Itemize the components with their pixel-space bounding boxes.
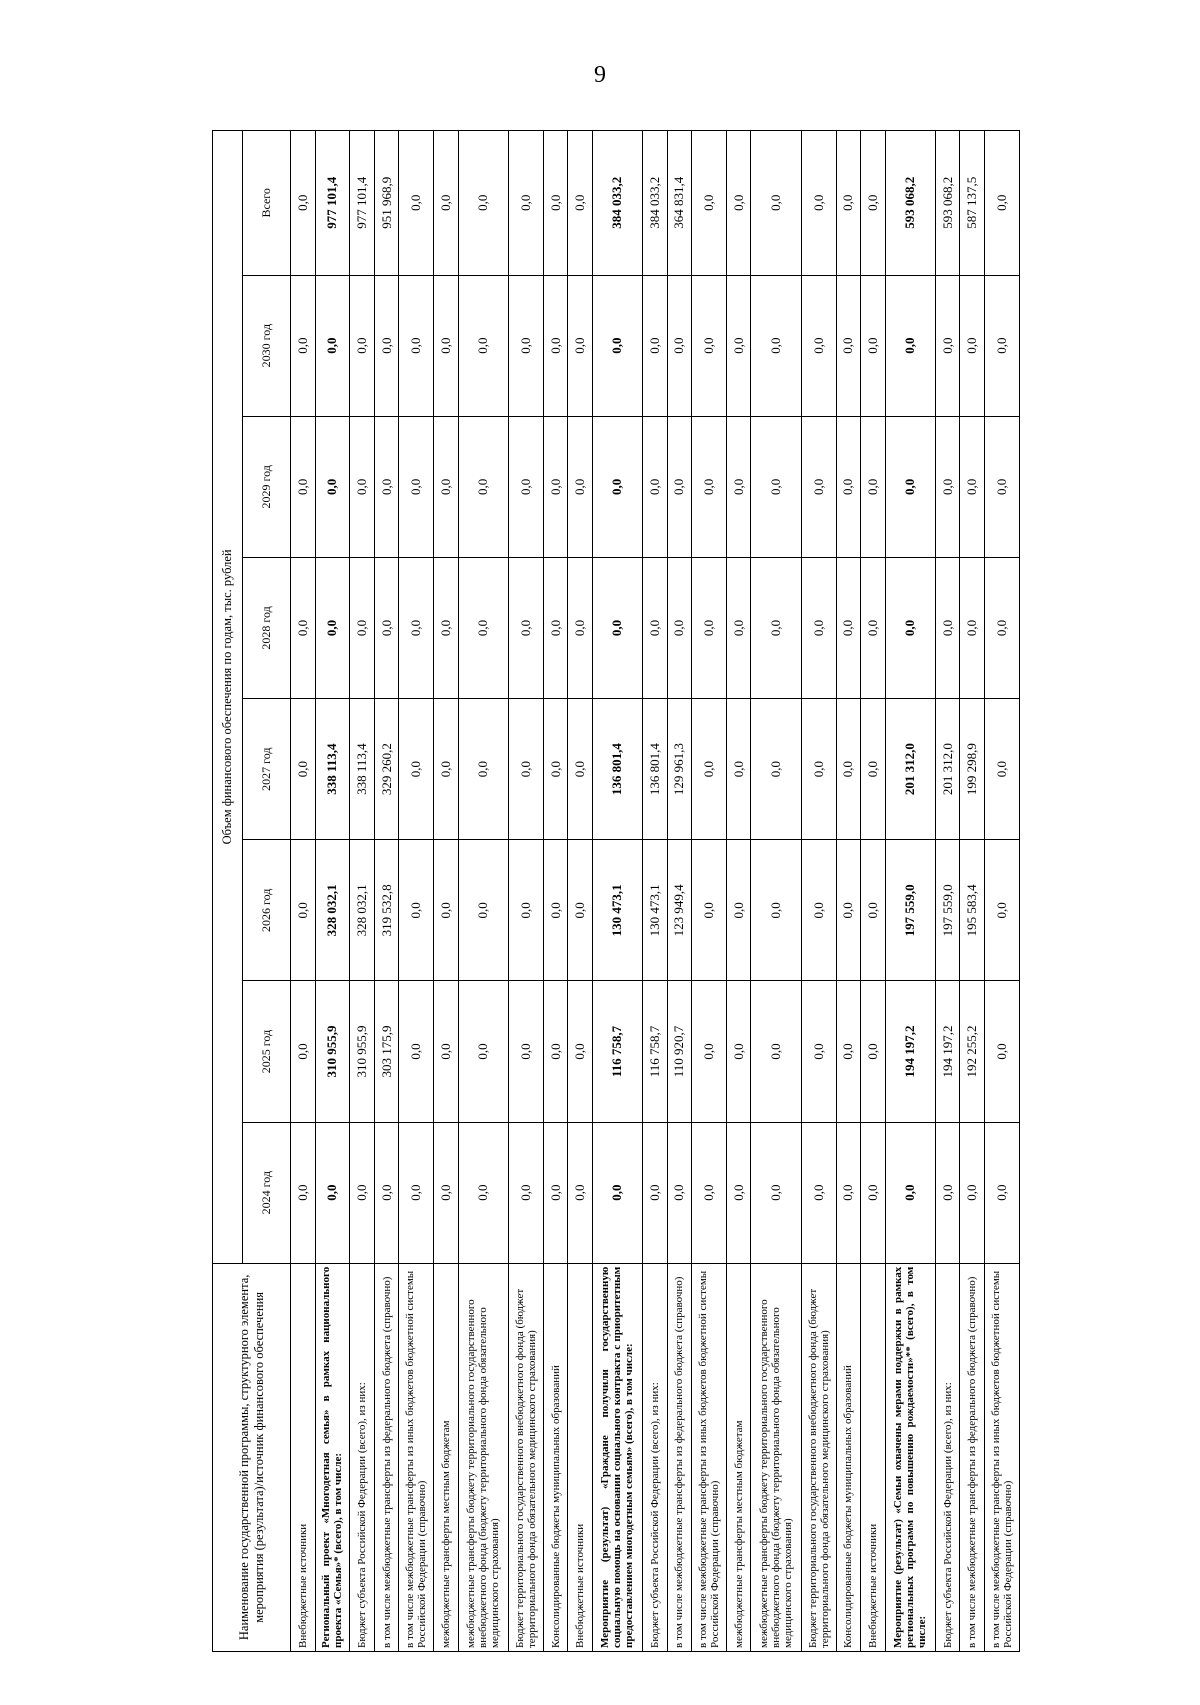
- value-cell: 0,0: [434, 840, 459, 981]
- value-cell: 338 113,4: [350, 699, 375, 840]
- value-cell: 0,0: [726, 557, 751, 698]
- value-cell: 0,0: [726, 275, 751, 416]
- value-cell: 0,0: [984, 981, 1019, 1122]
- value-cell: 0,0: [458, 557, 508, 698]
- value-cell: 197 559,0: [885, 840, 935, 981]
- column-header-year: 2029 год: [243, 416, 291, 557]
- value-cell: 0,0: [801, 416, 836, 557]
- value-cell: 0,0: [434, 1122, 459, 1263]
- value-cell: 0,0: [984, 131, 1019, 276]
- value-cell: 0,0: [568, 131, 593, 276]
- value-cell: 0,0: [692, 416, 727, 557]
- value-cell: 0,0: [434, 131, 459, 276]
- row-name-cell: в том числе межбюджетные трансферты из иных бюджетов бюджетной системы Российской Федерации (справочно): [984, 1263, 1019, 1651]
- value-cell: 194 197,2: [885, 981, 935, 1122]
- value-cell: 136 801,4: [643, 699, 668, 840]
- value-cell: 0,0: [836, 416, 861, 557]
- value-cell: 951 968,9: [374, 131, 399, 276]
- row-name-cell: Мероприятие (результат) «Семьи охвачены мерами поддержки в рамках региональных программ по повышению рождаемости»** (всего), в том числе:: [885, 1263, 935, 1651]
- value-cell: 0,0: [984, 699, 1019, 840]
- value-cell: 0,0: [592, 275, 642, 416]
- row-name-cell: Консолидированные бюджеты муниципальных образований: [836, 1263, 861, 1651]
- page-number: 9: [594, 62, 606, 88]
- value-cell: 0,0: [568, 840, 593, 981]
- value-cell: 0,0: [861, 275, 886, 416]
- value-cell: 0,0: [751, 275, 801, 416]
- value-cell: 0,0: [751, 557, 801, 698]
- value-cell: 0,0: [751, 840, 801, 981]
- row-name-cell: Бюджет территориального государственного внебюджетного фонда (бюджет территориального фонда обязательного медицинского страхования): [801, 1263, 836, 1651]
- row-name-cell: межбюджетные трансферты местным бюджетам: [726, 1263, 751, 1651]
- table-row: [861, 131, 886, 1652]
- row-name-cell: межбюджетные трансферты местным бюджетам: [434, 1263, 459, 1651]
- value-cell: 0,0: [291, 275, 316, 416]
- table-row: [801, 131, 836, 1652]
- column-header-year: 2026 год: [243, 840, 291, 981]
- value-cell: 587 137,5: [960, 131, 985, 276]
- value-cell: 0,0: [508, 275, 543, 416]
- value-cell: 0,0: [291, 131, 316, 276]
- value-cell: 0,0: [399, 416, 434, 557]
- value-cell: 0,0: [726, 981, 751, 1122]
- value-cell: 0,0: [692, 840, 727, 981]
- value-cell: 0,0: [399, 981, 434, 1122]
- table-row: [984, 131, 1019, 1652]
- value-cell: 0,0: [434, 416, 459, 557]
- value-cell: 0,0: [801, 131, 836, 276]
- value-cell: 0,0: [434, 981, 459, 1122]
- value-cell: 123 949,4: [667, 840, 692, 981]
- table-row: [667, 131, 692, 1652]
- table-row: [960, 131, 985, 1652]
- value-cell: 0,0: [592, 1122, 642, 1263]
- value-cell: 201 312,0: [935, 699, 960, 840]
- value-cell: 0,0: [960, 275, 985, 416]
- table-row: [726, 131, 751, 1652]
- value-cell: 0,0: [751, 981, 801, 1122]
- value-cell: 0,0: [350, 416, 375, 557]
- value-cell: 0,0: [960, 1122, 985, 1263]
- value-cell: 0,0: [350, 275, 375, 416]
- value-cell: 0,0: [667, 275, 692, 416]
- value-cell: 0,0: [399, 840, 434, 981]
- value-cell: 0,0: [434, 699, 459, 840]
- row-name-cell: в том числе межбюджетные трансферты из федерального бюджета (справочно): [374, 1263, 399, 1651]
- value-cell: 0,0: [568, 416, 593, 557]
- value-cell: 0,0: [508, 416, 543, 557]
- value-cell: 129 961,3: [667, 699, 692, 840]
- value-cell: 0,0: [508, 981, 543, 1122]
- value-cell: 0,0: [836, 131, 861, 276]
- value-cell: 0,0: [291, 981, 316, 1122]
- table-row: [434, 131, 459, 1652]
- column-header-year: 2028 год: [243, 557, 291, 698]
- value-cell: 0,0: [399, 557, 434, 698]
- value-cell: 192 255,2: [960, 981, 985, 1122]
- value-cell: 0,0: [935, 557, 960, 698]
- value-cell: 0,0: [458, 275, 508, 416]
- value-cell: 0,0: [935, 1122, 960, 1263]
- value-cell: 0,0: [374, 416, 399, 557]
- value-cell: 0,0: [568, 1122, 593, 1263]
- value-cell: 0,0: [568, 557, 593, 698]
- value-cell: 319 532,8: [374, 840, 399, 981]
- value-cell: 977 101,4: [315, 131, 350, 276]
- column-header-name: Наименование государственной программы, структурного элемента, мероприятия (результата)/источник финансового обеспечения: [213, 1263, 291, 1651]
- value-cell: 0,0: [861, 131, 886, 276]
- value-cell: 0,0: [984, 275, 1019, 416]
- value-cell: 0,0: [861, 1122, 886, 1263]
- value-cell: 0,0: [291, 840, 316, 981]
- value-cell: 0,0: [885, 416, 935, 557]
- table-row: [836, 131, 861, 1652]
- column-header-year: 2030 год: [243, 275, 291, 416]
- value-cell: 0,0: [568, 981, 593, 1122]
- value-cell: 310 955,9: [350, 981, 375, 1122]
- column-header-group: Объем финансового обеспечения по годам, тыс. рублей: [213, 131, 243, 1264]
- value-cell: 0,0: [315, 275, 350, 416]
- value-cell: 0,0: [960, 416, 985, 557]
- value-cell: 116 758,7: [592, 981, 642, 1122]
- value-cell: 0,0: [861, 840, 886, 981]
- value-cell: 0,0: [543, 1122, 568, 1263]
- value-cell: 0,0: [836, 981, 861, 1122]
- value-cell: 0,0: [399, 275, 434, 416]
- value-cell: 0,0: [692, 275, 727, 416]
- value-cell: 0,0: [861, 416, 886, 557]
- value-cell: 136 801,4: [592, 699, 642, 840]
- value-cell: 0,0: [861, 699, 886, 840]
- column-header-total: Всего: [243, 131, 291, 276]
- value-cell: 0,0: [458, 416, 508, 557]
- row-name-cell: Внебюджетные источники: [861, 1263, 886, 1651]
- value-cell: 593 068,2: [935, 131, 960, 276]
- value-cell: 0,0: [836, 840, 861, 981]
- value-cell: 329 260,2: [374, 699, 399, 840]
- row-name-cell: межбюджетные трансферты бюджету территориального государственного внебюджетного фонда (бюджету территориального фонда обязательного медицинского страхования): [751, 1263, 801, 1651]
- value-cell: 0,0: [801, 275, 836, 416]
- table-row: [592, 131, 642, 1652]
- value-cell: 0,0: [568, 699, 593, 840]
- value-cell: 0,0: [543, 131, 568, 276]
- value-cell: 0,0: [692, 557, 727, 698]
- value-cell: 0,0: [458, 840, 508, 981]
- row-name-cell: в том числе межбюджетные трансферты из иных бюджетов бюджетной системы Российской Федерации (справочно): [692, 1263, 727, 1651]
- value-cell: 130 473,1: [643, 840, 668, 981]
- value-cell: 0,0: [836, 1122, 861, 1263]
- value-cell: 303 175,9: [374, 981, 399, 1122]
- table-row: [315, 131, 350, 1652]
- value-cell: 0,0: [726, 840, 751, 981]
- value-cell: 116 758,7: [643, 981, 668, 1122]
- row-name-cell: Мероприятие (результат) «Граждане получили государственную социальную помощь на основании социального контракта с приоритетным предоставлением многодетным семьям» (всего), в том числе:: [592, 1263, 642, 1651]
- value-cell: 0,0: [960, 557, 985, 698]
- value-cell: 338 113,4: [315, 699, 350, 840]
- value-cell: 0,0: [935, 275, 960, 416]
- value-cell: 0,0: [692, 981, 727, 1122]
- value-cell: 0,0: [984, 557, 1019, 698]
- value-cell: 0,0: [643, 1122, 668, 1263]
- value-cell: 0,0: [801, 1122, 836, 1263]
- value-cell: 197 559,0: [935, 840, 960, 981]
- table-row: [643, 131, 668, 1652]
- value-cell: 328 032,1: [315, 840, 350, 981]
- value-cell: 0,0: [726, 416, 751, 557]
- value-cell: 0,0: [291, 557, 316, 698]
- row-name-cell: Бюджет субъекта Российской Федерации (всего), из них:: [935, 1263, 960, 1651]
- row-name-cell: Бюджет территориального государственного внебюджетного фонда (бюджет территориального фонда обязательного медицинского страхования): [508, 1263, 543, 1651]
- value-cell: 0,0: [692, 1122, 727, 1263]
- value-cell: 0,0: [885, 557, 935, 698]
- value-cell: 0,0: [508, 131, 543, 276]
- value-cell: 0,0: [543, 699, 568, 840]
- value-cell: 0,0: [592, 416, 642, 557]
- value-cell: 0,0: [801, 840, 836, 981]
- value-cell: 0,0: [836, 557, 861, 698]
- value-cell: 0,0: [508, 840, 543, 981]
- value-cell: 0,0: [643, 416, 668, 557]
- column-header-year: 2025 год: [243, 981, 291, 1122]
- value-cell: 0,0: [667, 1122, 692, 1263]
- value-cell: 0,0: [350, 1122, 375, 1263]
- value-cell: 195 583,4: [960, 840, 985, 981]
- value-cell: 0,0: [374, 1122, 399, 1263]
- value-cell: 384 033,2: [592, 131, 642, 276]
- row-name-cell: Внебюджетные источники: [291, 1263, 316, 1651]
- table-row: [399, 131, 434, 1652]
- value-cell: 0,0: [291, 416, 316, 557]
- column-header-year: 2027 год: [243, 699, 291, 840]
- value-cell: 0,0: [315, 1122, 350, 1263]
- value-cell: 0,0: [458, 131, 508, 276]
- financing-table: [212, 130, 1020, 1652]
- value-cell: 0,0: [836, 699, 861, 840]
- value-cell: 0,0: [801, 699, 836, 840]
- row-name-cell: Бюджет субъекта Российской Федерации (всего), из них:: [350, 1263, 375, 1651]
- value-cell: 0,0: [885, 275, 935, 416]
- rotated-table-container: [212, 130, 1020, 1652]
- table-row: [751, 131, 801, 1652]
- value-cell: 0,0: [643, 557, 668, 698]
- value-cell: 0,0: [935, 416, 960, 557]
- table-row: [374, 131, 399, 1652]
- value-cell: 130 473,1: [592, 840, 642, 981]
- value-cell: 0,0: [399, 1122, 434, 1263]
- value-cell: 0,0: [726, 699, 751, 840]
- value-cell: 0,0: [399, 699, 434, 840]
- table-row: [885, 131, 935, 1652]
- value-cell: 593 068,2: [885, 131, 935, 276]
- value-cell: 0,0: [801, 981, 836, 1122]
- value-cell: 0,0: [543, 557, 568, 698]
- value-cell: 0,0: [984, 1122, 1019, 1263]
- value-cell: 0,0: [458, 699, 508, 840]
- value-cell: 0,0: [543, 840, 568, 981]
- value-cell: 0,0: [984, 840, 1019, 981]
- value-cell: 310 955,9: [315, 981, 350, 1122]
- value-cell: 0,0: [885, 1122, 935, 1263]
- value-cell: 0,0: [667, 416, 692, 557]
- value-cell: 201 312,0: [885, 699, 935, 840]
- value-cell: 0,0: [751, 1122, 801, 1263]
- value-cell: 0,0: [291, 1122, 316, 1263]
- value-cell: 0,0: [667, 557, 692, 698]
- value-cell: 0,0: [861, 981, 886, 1122]
- table-row: [291, 131, 316, 1652]
- value-cell: 0,0: [399, 131, 434, 276]
- value-cell: 0,0: [692, 131, 727, 276]
- value-cell: 0,0: [291, 699, 316, 840]
- value-cell: 0,0: [434, 557, 459, 698]
- value-cell: 0,0: [726, 1122, 751, 1263]
- value-cell: 0,0: [508, 699, 543, 840]
- value-cell: 0,0: [692, 699, 727, 840]
- row-name-cell: межбюджетные трансферты бюджету территориального государственного внебюджетного фонда (бюджету территориального фонда обязательного медицинского страхования): [458, 1263, 508, 1651]
- value-cell: 0,0: [434, 275, 459, 416]
- value-cell: 0,0: [458, 981, 508, 1122]
- column-header-year: 2024 год: [243, 1122, 291, 1263]
- row-name-cell: Бюджет субъекта Российской Федерации (всего), из них:: [643, 1263, 668, 1651]
- table-row: [508, 131, 543, 1652]
- value-cell: 0,0: [751, 699, 801, 840]
- table-row: [458, 131, 508, 1652]
- table-row: [568, 131, 593, 1652]
- value-cell: 0,0: [374, 557, 399, 698]
- value-cell: 0,0: [350, 557, 375, 698]
- table-row: [543, 131, 568, 1652]
- value-cell: 0,0: [543, 981, 568, 1122]
- value-cell: 0,0: [543, 416, 568, 557]
- table-row: [692, 131, 727, 1652]
- value-cell: 194 197,2: [935, 981, 960, 1122]
- row-name-cell: в том числе межбюджетные трансферты из федерального бюджета (справочно): [667, 1263, 692, 1651]
- value-cell: 977 101,4: [350, 131, 375, 276]
- value-cell: 199 298,9: [960, 699, 985, 840]
- value-cell: 0,0: [508, 557, 543, 698]
- row-name-cell: Внебюджетные источники: [568, 1263, 593, 1651]
- value-cell: 0,0: [861, 557, 886, 698]
- value-cell: 328 032,1: [350, 840, 375, 981]
- table-row: [935, 131, 960, 1652]
- value-cell: 0,0: [801, 557, 836, 698]
- value-cell: 364 831,4: [667, 131, 692, 276]
- value-cell: 0,0: [751, 131, 801, 276]
- value-cell: 0,0: [568, 275, 593, 416]
- value-cell: 0,0: [543, 275, 568, 416]
- row-name-cell: в том числе межбюджетные трансферты из иных бюджетов бюджетной системы Российской Федерации (справочно): [399, 1263, 434, 1651]
- value-cell: 0,0: [643, 275, 668, 416]
- value-cell: 0,0: [458, 1122, 508, 1263]
- value-cell: 0,0: [508, 1122, 543, 1263]
- row-name-cell: Региональный проект «Многодетная семья» в рамках национального проекта «Семья»* (всего), в том числе:: [315, 1263, 350, 1651]
- value-cell: 0,0: [984, 416, 1019, 557]
- value-cell: 0,0: [315, 557, 350, 698]
- value-cell: 110 920,7: [667, 981, 692, 1122]
- row-name-cell: в том числе межбюджетные трансферты из федерального бюджета (справочно): [960, 1263, 985, 1651]
- table-row: [350, 131, 375, 1652]
- value-cell: 0,0: [836, 275, 861, 416]
- value-cell: 0,0: [726, 131, 751, 276]
- row-name-cell: Консолидированные бюджеты муниципальных образований: [543, 1263, 568, 1651]
- value-cell: 0,0: [374, 275, 399, 416]
- value-cell: 0,0: [751, 416, 801, 557]
- value-cell: 0,0: [315, 416, 350, 557]
- value-cell: 0,0: [592, 557, 642, 698]
- value-cell: 384 033,2: [643, 131, 668, 276]
